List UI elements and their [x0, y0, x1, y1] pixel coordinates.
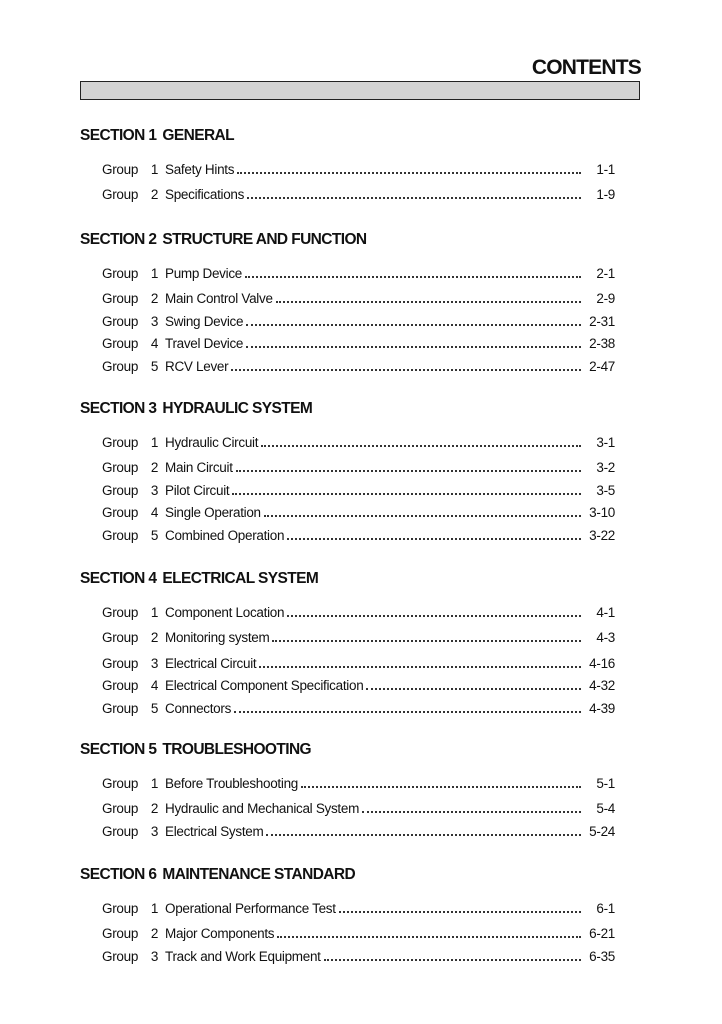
page-number: 3-10: [589, 505, 615, 521]
page-number: 1-9: [596, 187, 615, 203]
toc-entry-hydraulic-and-mechanical-system[interactable]: [80, 798, 615, 820]
group-word: Group: [102, 358, 139, 374]
entry-title: RCV Lever: [165, 358, 229, 374]
page-number: 4-39: [589, 700, 615, 716]
entry-title: Monitoring system: [165, 630, 270, 646]
group-number: 4: [150, 505, 159, 521]
section-hydraulic-system: [80, 399, 615, 547]
section-label: SECTION 4: [80, 570, 157, 587]
toc-entry-operational-performance-test[interactable]: [80, 898, 615, 920]
section-maintenance-standard: [80, 865, 615, 968]
section-heading: [80, 126, 615, 146]
entry-title: Electrical Circuit: [165, 655, 257, 671]
group-word: Group: [102, 630, 139, 646]
page-number: 3-2: [596, 460, 615, 476]
entry-title: Pilot Circuit: [165, 482, 230, 498]
dot-leader: [277, 936, 581, 938]
group-number: 5: [150, 358, 159, 374]
entry-title: Electrical Component Specification: [165, 678, 364, 694]
page-number: 2-38: [589, 336, 615, 352]
section-troubleshooting: [80, 740, 615, 843]
dot-leader: [272, 640, 581, 642]
section-heading: [80, 865, 615, 885]
page-number: 4-3: [596, 630, 615, 646]
group-number: 3: [150, 823, 159, 839]
dot-leader: [301, 786, 581, 788]
entry-title: Travel Device: [165, 336, 244, 352]
group-number: 3: [150, 482, 159, 498]
group-number: 1: [150, 605, 159, 620]
section-title: MAINTENANCE STANDARD: [162, 866, 356, 883]
toc-entry-connectors[interactable]: [80, 698, 615, 720]
dot-leader: [339, 911, 581, 913]
toc-entry-specifications[interactable]: [80, 184, 615, 206]
toc-entry-component-location[interactable]: [80, 602, 615, 624]
dot-leader: [245, 276, 581, 278]
page-number: 5-1: [596, 776, 615, 791]
group-word: Group: [102, 187, 139, 203]
page-number: 3-22: [589, 527, 615, 543]
group-number: 3: [150, 655, 159, 671]
dot-leader: [287, 615, 581, 617]
group-word: Group: [102, 801, 139, 817]
group-number: 2: [150, 187, 159, 203]
dot-leader: [259, 666, 581, 668]
page-number: 2-47: [589, 358, 615, 374]
toc-entry-hydraulic-circuit[interactable]: [80, 432, 615, 454]
section-heading: [80, 740, 615, 760]
group-word: Group: [102, 926, 139, 942]
group-word: Group: [102, 700, 139, 716]
entry-title: Hydraulic and Mechanical System: [165, 801, 360, 817]
toc-entry-electrical-circuit[interactable]: [80, 653, 615, 675]
page-title: CONTENTS: [531, 56, 641, 79]
toc-entry-swing-device[interactable]: [80, 311, 615, 333]
entry-title: Main Control Valve: [165, 291, 273, 307]
toc-entry-pilot-circuit[interactable]: [80, 480, 615, 502]
section-electrical-system: [80, 569, 615, 720]
toc-entry-safety-hints[interactable]: [80, 159, 615, 181]
entry-title: Specifications: [165, 187, 245, 203]
entry-title: Swing Device: [165, 313, 244, 329]
group-number: 1: [150, 435, 159, 450]
entry-title: Track and Work Equipment: [165, 948, 321, 964]
page-number: 4-1: [596, 605, 615, 620]
dot-leader: [247, 197, 581, 199]
page-number: 3-5: [596, 482, 615, 498]
group-number: 2: [150, 801, 159, 817]
entry-title: Operational Performance Test: [165, 901, 336, 916]
toc-entry-main-control-valve[interactable]: [80, 288, 615, 310]
entry-title: Single Operation: [165, 505, 261, 521]
dot-leader: [237, 172, 581, 174]
entry-title: Pump Device: [165, 266, 242, 281]
group-number: 2: [150, 630, 159, 646]
dot-leader: [261, 445, 581, 447]
toc-entry-electrical-component-specification[interactable]: [80, 675, 615, 697]
section-title: GENERAL: [162, 127, 235, 144]
group-number: 4: [150, 336, 159, 352]
section-heading: [80, 569, 615, 589]
dot-leader: [246, 324, 581, 326]
entry-title: Component Location: [165, 605, 285, 620]
toc-entry-monitoring-system[interactable]: [80, 627, 615, 649]
group-word: Group: [102, 162, 139, 177]
page-number: 2-9: [596, 291, 615, 307]
title-bar: [80, 81, 640, 100]
dot-leader: [264, 515, 581, 517]
entry-title: Combined Operation: [165, 527, 285, 543]
group-word: Group: [102, 605, 139, 620]
dot-leader: [234, 711, 581, 713]
section-title: STRUCTURE AND FUNCTION: [162, 231, 367, 248]
group-word: Group: [102, 823, 139, 839]
section-label: SECTION 3: [80, 400, 157, 417]
group-word: Group: [102, 655, 139, 671]
entry-title: Main Circuit: [165, 460, 233, 476]
toc-entry-electrical-system[interactable]: [80, 821, 615, 843]
section-title: HYDRAULIC SYSTEM: [162, 400, 313, 417]
group-number: 1: [150, 776, 159, 791]
section-structure-and-function: [80, 230, 615, 378]
toc-entry-pump-device[interactable]: [80, 263, 615, 285]
dot-leader: [231, 369, 581, 371]
section-title: TROUBLESHOOTING: [162, 741, 312, 758]
group-word: Group: [102, 505, 139, 521]
page-number: 1-1: [596, 162, 615, 177]
group-number: 2: [150, 291, 159, 307]
section-title: ELECTRICAL SYSTEM: [162, 570, 319, 587]
page-number: 3-1: [596, 435, 615, 450]
section-general: [80, 126, 615, 207]
group-word: Group: [102, 435, 139, 450]
group-word: Group: [102, 336, 139, 352]
toc-entry-track-and-work-equipment[interactable]: [80, 946, 615, 968]
group-word: Group: [102, 313, 139, 329]
group-word: Group: [102, 460, 139, 476]
page-number: 4-32: [589, 678, 615, 694]
section-label: SECTION 1: [80, 127, 157, 144]
page-number: 2-31: [589, 313, 615, 329]
dot-leader: [287, 538, 581, 540]
page-number: 6-1: [596, 901, 615, 916]
toc-entry-main-circuit[interactable]: [80, 457, 615, 479]
group-number: 2: [150, 460, 159, 476]
toc-entry-combined-operation[interactable]: [80, 525, 615, 547]
section-heading: [80, 399, 615, 419]
toc-entry-major-components[interactable]: [80, 923, 615, 945]
entry-title: Connectors: [165, 700, 232, 716]
group-word: Group: [102, 266, 139, 281]
dot-leader: [324, 959, 581, 961]
dot-leader: [362, 811, 581, 813]
page-number: 6-21: [589, 926, 615, 942]
group-word: Group: [102, 901, 139, 916]
page-number: 5-4: [596, 801, 615, 817]
toc-entry-rcv-lever[interactable]: [80, 356, 615, 378]
group-word: Group: [102, 291, 139, 307]
page-number: 6-35: [589, 948, 615, 964]
group-number: 1: [150, 162, 159, 177]
group-number: 2: [150, 926, 159, 942]
group-number: 3: [150, 313, 159, 329]
entry-title: Safety Hints: [165, 162, 235, 177]
group-number: 1: [150, 266, 159, 281]
group-number: 3: [150, 948, 159, 964]
section-label: SECTION 5: [80, 741, 157, 758]
group-number: 5: [150, 527, 159, 543]
entry-title: Before Troubleshooting: [165, 776, 298, 791]
dot-leader: [246, 346, 581, 348]
toc-entry-travel-device[interactable]: [80, 333, 615, 355]
dot-leader: [276, 301, 581, 303]
page-number: 2-1: [596, 266, 615, 281]
dot-leader: [236, 470, 581, 472]
entry-title: Hydraulic Circuit: [165, 435, 259, 450]
section-label: SECTION 2: [80, 231, 157, 248]
toc-entry-before-troubleshooting[interactable]: [80, 773, 615, 795]
page-number: 4-16: [589, 655, 615, 671]
toc-entry-single-operation[interactable]: [80, 502, 615, 524]
group-number: 4: [150, 678, 159, 694]
section-label: SECTION 6: [80, 866, 157, 883]
group-number: 1: [150, 901, 159, 916]
group-word: Group: [102, 527, 139, 543]
dot-leader: [266, 834, 581, 836]
group-word: Group: [102, 948, 139, 964]
dot-leader: [366, 688, 581, 690]
group-word: Group: [102, 482, 139, 498]
group-word: Group: [102, 678, 139, 694]
group-word: Group: [102, 776, 139, 791]
dot-leader: [232, 493, 581, 495]
section-heading: [80, 230, 615, 250]
entry-title: Major Components: [165, 926, 275, 942]
page-number: 5-24: [589, 823, 615, 839]
group-number: 5: [150, 700, 159, 716]
entry-title: Electrical System: [165, 823, 264, 839]
